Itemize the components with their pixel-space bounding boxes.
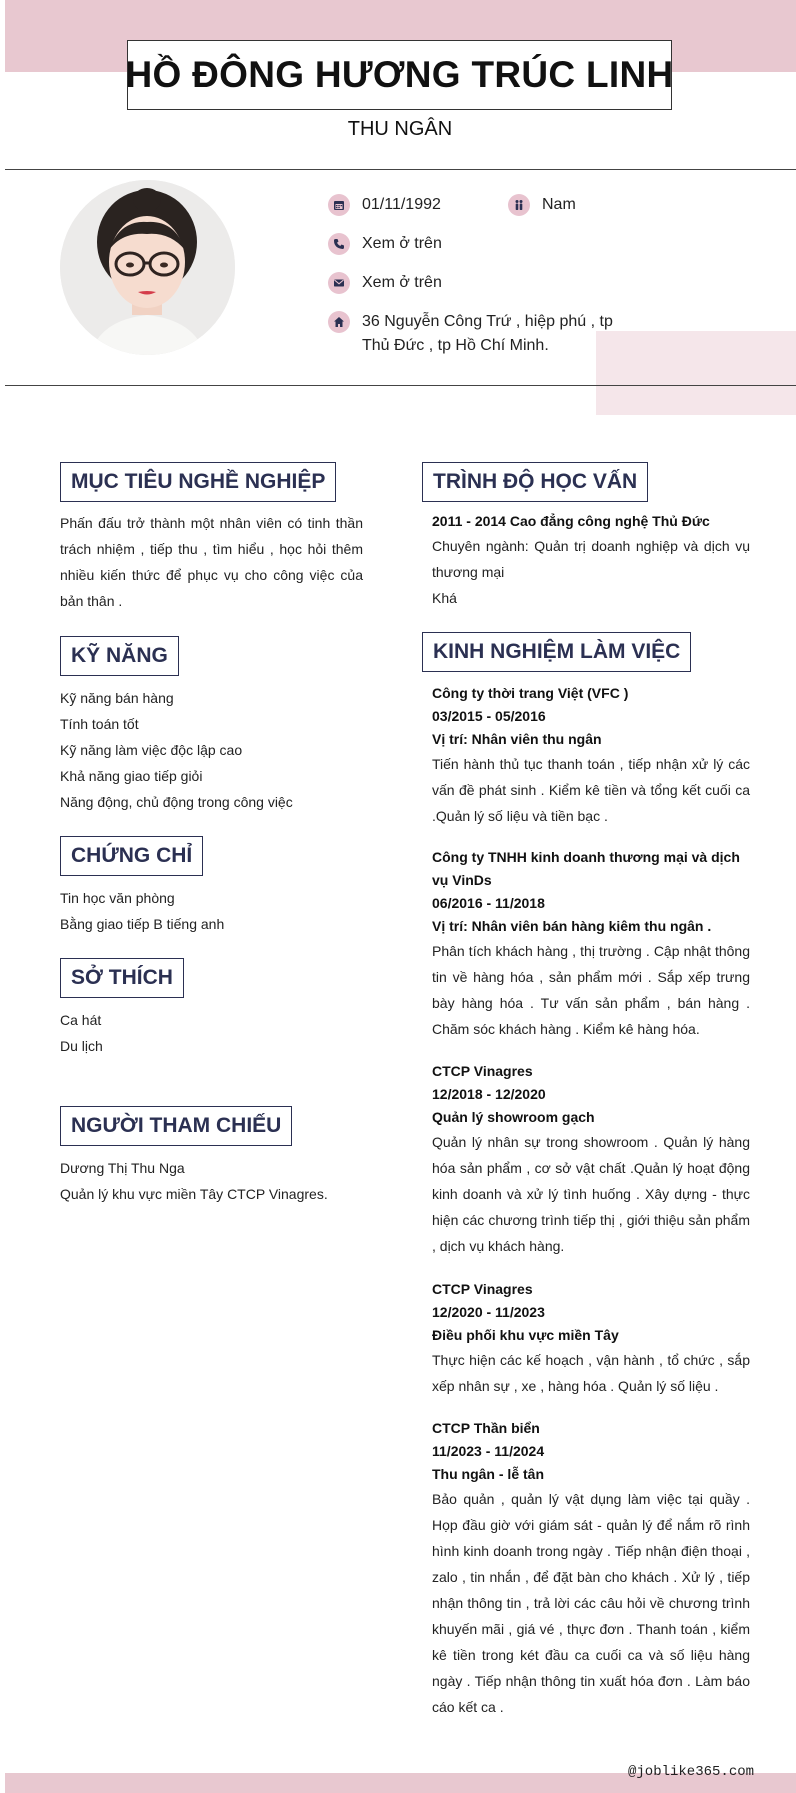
list-item: Tính toán tốt — [60, 716, 139, 732]
position: Vị trí: Nhân viên thu ngân — [432, 731, 602, 747]
period: 03/2015 - 05/2016 — [432, 708, 546, 724]
education-heading: 2011 - 2014 Cao đẳng công nghệ Thủ Đức — [432, 513, 710, 529]
avatar — [60, 180, 235, 355]
section-title-skills: KỸ NĂNG — [60, 636, 179, 676]
people-icon — [508, 194, 530, 216]
divider — [5, 385, 796, 386]
position: Quản lý showroom gạch — [432, 1109, 595, 1125]
contact-phone — [328, 232, 442, 256]
candidate-name: HỒ ĐÔNG HƯƠNG TRÚC LINH — [125, 54, 674, 95]
list-item: Khả năng giao tiếp giỏi — [60, 768, 203, 784]
section-title-experience: KINH NGHIỆM LÀM VIỆC — [422, 632, 691, 672]
list-item: Ca hát — [60, 1012, 102, 1028]
envelope-icon — [328, 272, 350, 294]
objective-text: Phấn đấu trở thành một nhân viên có tinh thần trách nhiệm , tiếp thu , tìm hiểu , học hỏi thêm nhiều kiến thức để phục vụ cho công việc của bản thân . — [60, 515, 363, 609]
list-item: Quản lý khu vực miền Tây CTCP Vinagres. — [60, 1186, 328, 1202]
address-value: 36 Nguyễn Công Trứ , hiệp phú , tp Thủ Đức , tp Hồ Chí Minh. — [362, 313, 613, 354]
section-title-references: NGƯỜI THAM CHIẾU — [60, 1106, 292, 1146]
hobbies-list — [60, 1007, 103, 1059]
experience-entry — [432, 1060, 750, 1259]
section-title-objective: MỤC TIÊU NGHỀ NGHIỆP — [60, 462, 336, 502]
section-title-hobbies: SỞ THÍCH — [60, 958, 184, 998]
divider — [5, 169, 796, 170]
job-description: Quản lý nhân sự trong showroom . Quản lý hàng hóa sản phẩm , cơ sở vật chất .Quản lý hoạt động kinh doanh và xử lý tình huống . Xây dựng - thực hiện các chương trình tiếp thị , giới thiệu sản phẩm , dịch vụ khách hàng. — [432, 1134, 750, 1254]
position: Điều phối khu vực miền Tây — [432, 1327, 619, 1343]
position: Vị trí: Nhân viên bán hàng kiêm thu ngân . — [432, 918, 712, 934]
list-item: Bằng giao tiếp B tiếng anh — [60, 916, 225, 932]
list-item: Kỹ năng bán hàng — [60, 690, 174, 706]
list-item: Dương Thị Thu Nga — [60, 1160, 185, 1176]
experience-entry — [432, 1417, 750, 1720]
birthday-value: 01/11/1992 — [362, 196, 441, 213]
contact-email — [328, 271, 442, 295]
education-major: Chuyên ngành: Quản trị doanh nghiệp và dịch vụ thương mại — [432, 538, 750, 580]
section-title-education: TRÌNH ĐỘ HỌC VẤN — [422, 462, 648, 502]
email-value: Xem ở trên — [362, 274, 442, 291]
avatar-portrait — [60, 180, 235, 355]
phone-value: Xem ở trên — [362, 235, 442, 252]
section-title-certificates: CHỨNG CHỈ — [60, 836, 203, 876]
gender-value: Nam — [542, 196, 576, 213]
education-entry — [432, 510, 750, 611]
watermark: @joblike365.com — [628, 1764, 755, 1780]
list-item: Năng động, chủ động trong công việc — [60, 794, 293, 810]
skills-list — [60, 685, 293, 815]
company: CTCP Thần biển — [432, 1420, 540, 1436]
education-grade: Khá — [432, 590, 457, 606]
job-description: Phân tích khách hàng , thị trường . Cập nhật thông tin về hàng hóa , sản phẩm mới . Sắp xếp trưng bày hàng hóa . Tư vấn sản phẩm , bán hàng . Chăm sóc khách hàng . Kiểm kê hàng hóa. — [432, 943, 750, 1037]
period: 12/2018 - 12/2020 — [432, 1086, 546, 1102]
position: Thu ngân - lễ tân — [432, 1466, 544, 1482]
company: CTCP Vinagres — [432, 1281, 533, 1297]
company: CTCP Vinagres — [432, 1063, 533, 1079]
contact-address — [328, 310, 628, 358]
experience-entry — [432, 682, 750, 829]
experience-entry — [432, 1278, 750, 1399]
experience-entry — [432, 846, 750, 1042]
period: 11/2023 - 11/2024 — [432, 1443, 545, 1459]
company: Công ty thời trang Việt (VFC ) — [432, 685, 629, 701]
company: Công ty TNHH kinh doanh thương mại và dịch vụ VinDs — [432, 849, 740, 888]
period: 12/2020 - 11/2023 — [432, 1304, 545, 1320]
certificates-list — [60, 885, 224, 937]
job-description: Tiến hành thủ tục thanh toán , tiếp nhận xử lý các vấn đề phát sinh . Kiểm kê tiền và tổng kết cuối ca .Quản lý số liệu và tiền bạc . — [432, 756, 750, 824]
list-item: Du lịch — [60, 1038, 103, 1054]
period: 06/2016 - 11/2018 — [432, 895, 545, 911]
list-item: Tin học văn phòng — [60, 890, 175, 906]
contact-gender — [508, 193, 576, 217]
contact-birthday — [328, 193, 441, 217]
home-icon — [328, 311, 350, 333]
job-title: THU NGÂN — [347, 118, 453, 140]
job-description: Bảo quản , quản lý vật dụng làm việc tại quầy . Họp đầu giờ với giám sát - quản lý để nắm rõ rình hình kinh doanh trong ngày . Tiếp nhận điện thoại , zalo , tin nhắn , để đặt bàn cho khách . Xử lý , tiếp nhận thông tin , trả lời các câu hỏi về chương trình khuyến mãi , giá vé , thực đơn . Thanh toán , kiểm kê tiền trong két đầu ca cuối ca và số liệu hàng ngày . Tiếp nhận thông tin xuất hóa đơn . Làm báo cáo kết ca . — [432, 1491, 750, 1715]
references-list — [60, 1155, 328, 1207]
calendar-icon — [328, 194, 350, 216]
job-description: Thực hiện các kế hoạch , vận hành , tổ chức , sắp xếp nhân sự , xe , hàng hóa . Quản lý số liệu . — [432, 1352, 750, 1394]
name-box — [127, 40, 672, 110]
list-item: Kỹ năng làm việc độc lập cao — [60, 742, 243, 758]
phone-icon — [328, 233, 350, 255]
